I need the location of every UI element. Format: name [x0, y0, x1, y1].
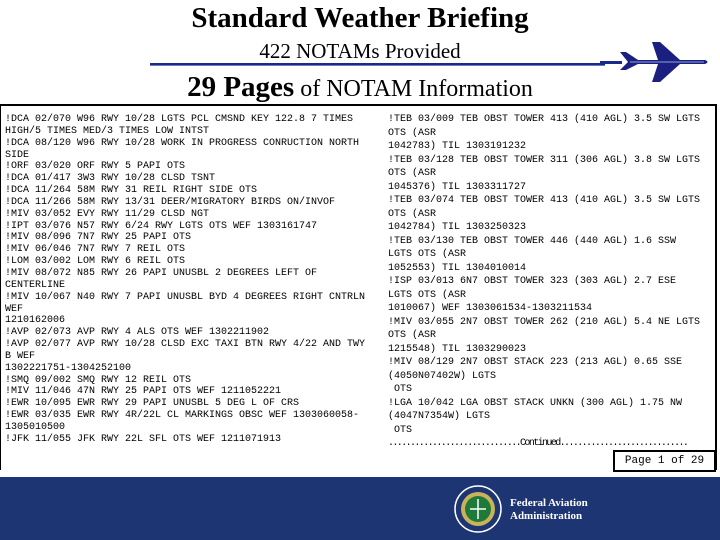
- notam-line: !LOM 03/002 LOM RWY 6 REIL OTS: [5, 256, 186, 268]
- notam-line: (4050N07402W) LGTS: [388, 370, 497, 382]
- notam-line: !DCA 08/120 W96 RWY 10/28 WORK IN PROGRESS CONRUCTION NORTH: [5, 137, 360, 149]
- notam-line: LGTS OTS (ASR: [388, 289, 467, 301]
- notam-line: WEF: [5, 303, 24, 315]
- notam-line: OTS: [388, 384, 413, 395]
- notam-line: SIDE: [5, 149, 30, 161]
- notam-line: B WEF: [5, 350, 36, 362]
- notam-line: !DCA 01/417 3W3 RWY 10/28 CLSD TSNT: [5, 173, 216, 185]
- notam-line: 1042783) TIL 1303191232: [388, 141, 527, 152]
- notam-line: !DCA 11/264 58M RWY 31 REIL RIGHT SIDE OTS: [5, 185, 258, 197]
- notam-line: !TEB 03/130 TEB OBST TOWER 446 (440 AGL) 1.6 SSW: [388, 235, 677, 247]
- faa-line1: Federal Aviation: [510, 497, 588, 509]
- notam-line: !ISP 03/013 6N7 OBST TOWER 323 (303 AGL) 2.7 ESE: [388, 276, 677, 287]
- notam-line: !MIV 08/072 N85 RWY 26 PAPI UNUSBL 2 DEGREES LEFT OF: [5, 267, 318, 279]
- notam-line: !EWR 10/095 EWR RWY 29 PAPI UNUSBL 5 DEG L OF CRS: [5, 398, 300, 410]
- notam-line: 1052553) TIL 1304010014: [388, 262, 527, 274]
- notam-line: !EWR 03/035 EWR RWY 4R/22L CL MARKINGS OBSC WEF 1303060058-: [5, 410, 360, 422]
- notam-line: !AVP 02/073 AVP RWY 4 ALS OTS WEF 1302211902: [5, 327, 270, 339]
- notam-line: OTS (ASR: [388, 127, 437, 139]
- notam-line: !IPT 03/076 N57 RWY 6/24 RWY LGTS OTS WEF 1303161747: [5, 220, 318, 232]
- notam-line: 1045376) TIL 1303311727: [388, 181, 527, 193]
- notam-line: !MIV 10/067 N40 RWY 7 PAPI UNUSBL BYD 4 DEGREES RIGHT CNTRLN: [5, 291, 366, 303]
- notam-line: CENTERLINE: [5, 279, 66, 291]
- notam-line: !MIV 03/055 2N7 OBST TOWER 262 (210 AGL) 5.4 NE LGTS: [388, 316, 701, 328]
- footer-band: [0, 477, 720, 540]
- notam-line: OTS (ASR: [388, 168, 437, 179]
- notam-line: 1042784) TIL 1303250323: [388, 222, 527, 233]
- notam-line: !JFK 11/055 JFK RWY 22L SFL OTS WEF 1211071913: [5, 433, 282, 445]
- notam-line: !LGA 10/042 LGA OBST STACK UNKN (300 AGL) 1.75 NW: [388, 397, 683, 409]
- notam-line: (4047N7354W) LGTS: [388, 411, 491, 422]
- notam-line: !TEB 03/009 TEB OBST TOWER 413 (410 AGL) 3.5 SW LGTS: [388, 114, 701, 125]
- notam-list-right: [388, 113, 700, 451]
- notam-line: !DCA 11/266 58M RWY 13/31 DEER/MIGRATORY BIRDS ON/INVOF: [5, 196, 336, 208]
- notam-line: OTS (ASR: [388, 208, 437, 220]
- faa-name: [510, 497, 588, 523]
- notam-line: !DCA 02/070 W96 RWY 10/28 LGTS PCL CMSND KEY 122.8 7 TIMES: [5, 114, 354, 125]
- notam-list-left: [5, 114, 365, 446]
- notam-line: !AVP 02/077 AVP RWY 10/28 CLSD EXC TAXI BTN RWY 4/22 AND TWY: [5, 339, 366, 351]
- notam-line: 1210162006: [5, 315, 66, 327]
- page-count: 29 Pages: [187, 71, 295, 103]
- notam-line: !MIV 08/129 2N7 OBST STACK 223 (213 AGL) 0.65 SSE: [388, 357, 683, 368]
- notam-line: !MIV 06/046 7N7 RWY 7 REIL OTS: [5, 244, 186, 256]
- notam-line: !MIV 08/096 7N7 RWY 25 PAPI OTS: [5, 232, 192, 244]
- notam-line: 1305010500: [5, 421, 66, 433]
- page-title: Standard Weather Briefing: [191, 2, 529, 34]
- notam-line: HIGH/5 TIMES MED/3 TIMES LOW INTST: [5, 125, 210, 137]
- notam-line: 1010067) WEF 1303061534-1303211534: [388, 303, 593, 314]
- notam-line: 1302221751-1304252100: [5, 362, 132, 374]
- page-indicator: Page 1 of 29: [613, 450, 716, 472]
- notam-line: OTS (ASR: [388, 330, 437, 341]
- notam-count: 422 NOTAMs Provided: [259, 39, 461, 63]
- notam-line: !MIV 03/052 EVY RWY 11/29 CLSD NGT: [5, 208, 210, 220]
- notam-line: !SMQ 09/002 SMQ RWY 12 REIL OTS: [5, 374, 192, 386]
- faa-seal-icon: [454, 485, 502, 533]
- notam-line: !TEB 03/128 TEB OBST TOWER 311 (306 AGL) 3.8 SW LGTS: [388, 154, 701, 166]
- notam-line: !MIV 11/046 47N RWY 25 PAPI OTS WEF 1211052221: [5, 386, 282, 398]
- notam-line: 1215548) TIL 1303290023: [388, 343, 527, 355]
- notam-line: !TEB 03/074 TEB OBST TOWER 413 (410 AGL) 3.5 SW LGTS: [388, 195, 701, 206]
- notam-line: !ORF 03/020 ORF RWY 5 PAPI OTS: [5, 161, 186, 173]
- notam-line: OTS: [388, 424, 413, 436]
- faa-line2: Administration: [510, 510, 583, 522]
- header-divider: [150, 63, 605, 66]
- pages-heading-rest: of NOTAM Information: [294, 76, 533, 102]
- notam-line: LGTS OTS (ASR: [388, 249, 467, 260]
- notam-line: ..............................Continued.............................: [388, 438, 688, 449]
